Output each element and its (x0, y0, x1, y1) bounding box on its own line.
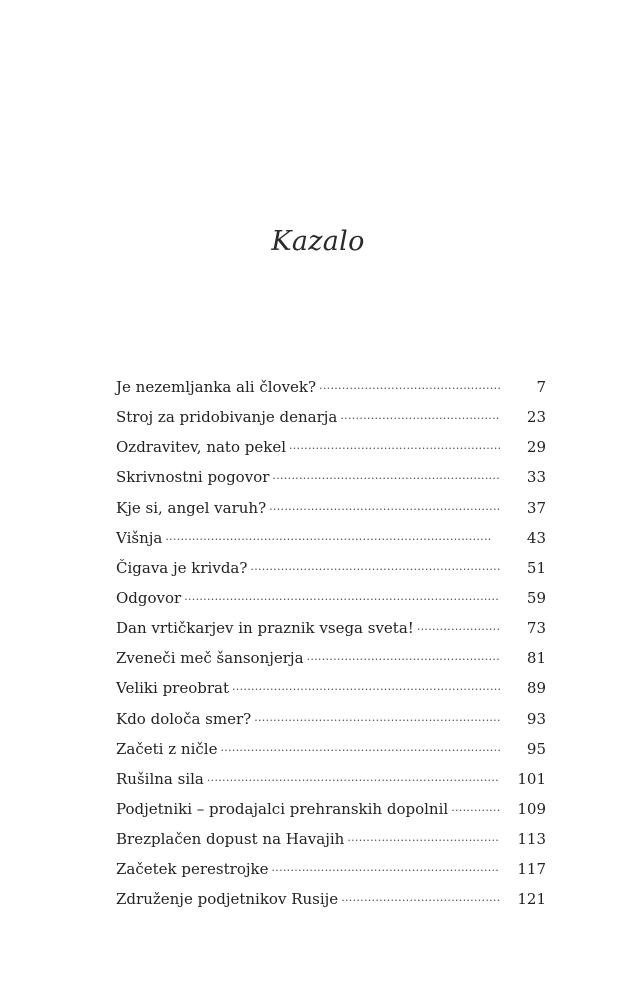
toc-entry-title: Začeti z ničle (116, 739, 218, 758)
toc-entry (116, 498, 546, 528)
toc-entry (116, 739, 546, 769)
dot-leader (254, 709, 500, 724)
toc-entry-page-number: 37 (526, 498, 546, 517)
toc-entry-title: Skrivnostni pogovor (116, 468, 270, 487)
toc-entry (116, 528, 546, 558)
toc-entry-title: Podjetniki – prodajalci prehranskih dopolnil (116, 799, 449, 818)
toc-entry-title: Stroj za pridobivanje denarja (116, 408, 338, 427)
toc-entry-title: Začetek perestrojke (116, 860, 269, 879)
dot-leader (271, 859, 500, 874)
dot-leader (340, 407, 500, 422)
dot-leader (207, 769, 500, 784)
toc-entry (116, 648, 546, 678)
toc-entry-page-number: 73 (526, 619, 546, 638)
toc-entry-page-number: 51 (526, 558, 546, 577)
table-of-contents (116, 377, 546, 920)
toc-entry-page-number: 89 (526, 679, 546, 698)
toc-entry (116, 829, 546, 859)
toc-entry-page-number: 81 (526, 649, 546, 668)
toc-entry-title: Odgovor (116, 588, 182, 607)
dot-leader (165, 528, 500, 543)
toc-entry (116, 588, 546, 618)
toc-entry-page-number: 101 (517, 769, 546, 788)
dot-leader (269, 498, 500, 513)
toc-entry-page-number: 29 (526, 438, 546, 457)
toc-entry (116, 678, 546, 708)
toc-entry (116, 437, 546, 467)
dot-leader (347, 829, 500, 844)
toc-entry-title: Dan vrtičkarjev in praznik vsega sveta! (116, 619, 414, 638)
toc-entry-page-number: 43 (526, 528, 546, 547)
toc-entry-title: Združenje podjetnikov Rusije (116, 890, 339, 909)
dot-leader (307, 648, 500, 663)
toc-entry-page-number: 95 (526, 739, 546, 758)
toc-entry-title: Veliki preobrat (116, 679, 230, 698)
toc-entry (116, 377, 546, 407)
toc-entry-title: Ozdravitev, nato pekel (116, 438, 286, 457)
toc-entry (116, 709, 546, 739)
page-title: Kazalo (271, 226, 365, 257)
toc-entry (116, 799, 546, 829)
toc-entry-page-number: 59 (526, 588, 546, 607)
toc-entry-page-number: 121 (517, 890, 546, 909)
toc-entry (116, 558, 546, 588)
dot-leader (184, 588, 500, 603)
dot-leader (417, 618, 500, 633)
toc-entry (116, 859, 546, 889)
dot-leader (232, 678, 500, 693)
dot-leader (250, 558, 500, 573)
toc-entry (116, 618, 546, 648)
toc-entry-page-number: 117 (517, 860, 546, 879)
toc-entry-title: Kje si, angel varuh? (116, 498, 267, 517)
toc-entry-title: Zveneči meč šansonjerja (116, 649, 304, 668)
toc-entry-title: Brezplačen dopust na Havajih (116, 830, 345, 849)
dot-leader (289, 437, 500, 452)
dot-leader (319, 377, 500, 392)
toc-entry-title: Kdo določa smer? (116, 709, 252, 728)
toc-entry (116, 889, 546, 919)
dot-leader (272, 467, 500, 482)
toc-entry-title: Višnja (116, 528, 163, 547)
toc-entry-title: Je nezemljanka ali človek? (116, 378, 317, 396)
dot-leader (220, 739, 500, 754)
dot-leader (341, 889, 500, 904)
toc-entry-page-number: 109 (517, 799, 546, 818)
toc-entry-page-number: 93 (526, 709, 546, 728)
toc-entry (116, 769, 546, 799)
toc-entry-page-number: 113 (517, 830, 546, 849)
toc-entry-title: Čigava je krivda? (116, 558, 248, 577)
toc-entry-title: Rušilna sila (116, 769, 204, 788)
dot-leader (451, 799, 500, 814)
toc-entry-page-number: 7 (536, 378, 546, 396)
toc-entry-page-number: 23 (526, 408, 546, 427)
toc-entry-page-number: 33 (526, 468, 546, 487)
toc-entry (116, 467, 546, 497)
toc-entry (116, 407, 546, 437)
